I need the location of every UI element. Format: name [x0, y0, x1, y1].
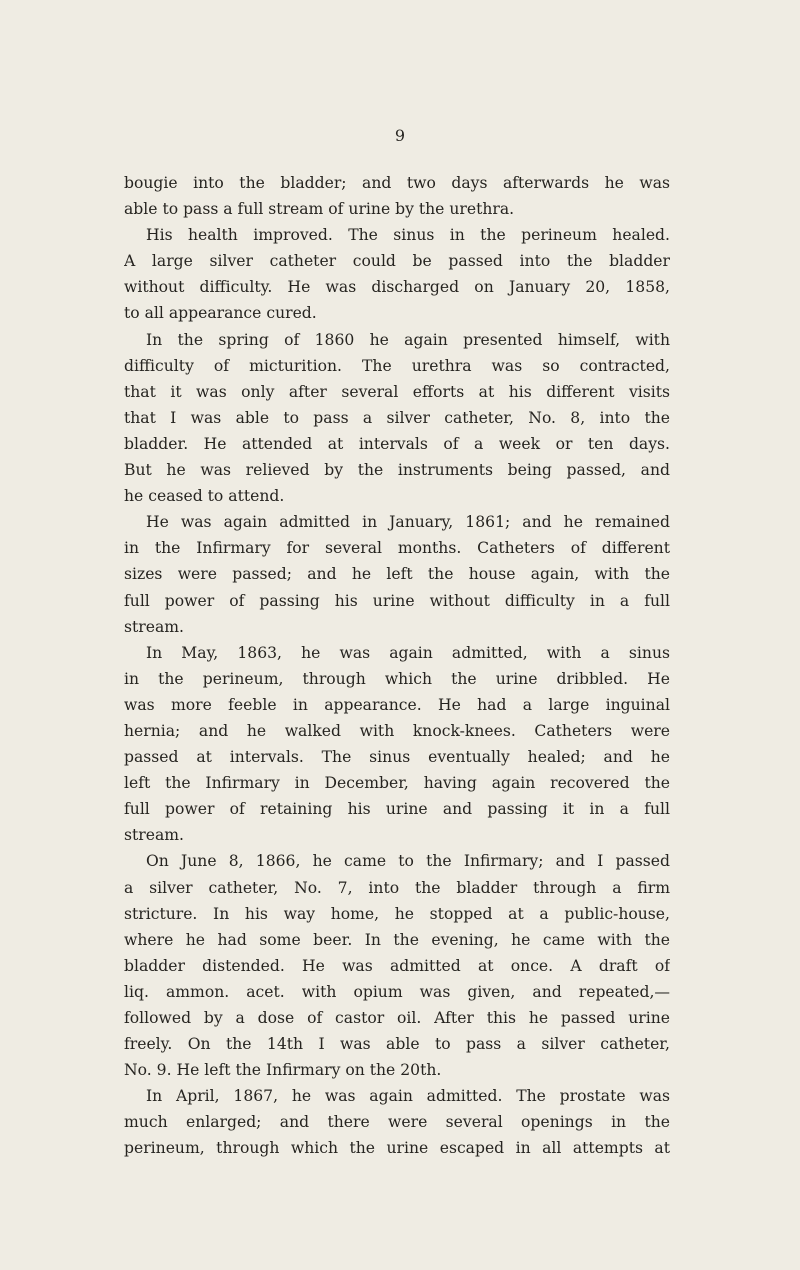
text-line: in the Infirmary for several months. Catheters of different — [124, 539, 670, 558]
text-line: hernia; and he walked with knock-knees. Catheters were — [124, 721, 670, 740]
text-line: that it was only after several efforts at his different visits — [124, 382, 670, 401]
text-line: that I was able to pass a silver catheter, No. 8, into the — [124, 408, 670, 427]
text-line: perineum, through which the urine escaped in all attempts at — [124, 1139, 670, 1158]
text-line: In April, 1867, he was again admitted. The prostate was — [146, 1087, 670, 1106]
text-line: to all appearance cured. — [124, 304, 317, 323]
text-line: On June 8, 1866, he came to the Infirmary; and I passed — [146, 852, 670, 871]
body-text — [124, 170, 670, 1162]
text-line: freely. On the 14th I was able to pass a silver catheter, — [124, 1035, 670, 1054]
text-line: stream. — [124, 826, 184, 845]
text-line: bladder distended. He was admitted at once. A draft of — [124, 956, 670, 975]
text-line: full power of retaining his urine and passing it in a full — [124, 800, 670, 819]
text-line: able to pass a full stream of urine by the urethra. — [124, 200, 515, 219]
text-line: passed at intervals. The sinus eventually healed; and he — [124, 748, 670, 767]
text-line: left the Infirmary in December, having again recovered the — [124, 774, 670, 793]
text-line: in the perineum, through which the urine dribbled. He — [124, 669, 670, 688]
text-line: followed by a dose of castor oil. After this he passed urine — [124, 1009, 670, 1027]
text-line: But he was relieved by the instruments being passed, and — [124, 461, 670, 480]
text-line: He was again admitted in January, 1861; and he remained — [146, 513, 670, 532]
text-line: he ceased to attend. — [124, 487, 285, 506]
text-line: In May, 1863, he was again admitted, with a sinus — [146, 643, 670, 662]
text-line: A large silver catheter could be passed into the bladder — [124, 252, 670, 271]
text-line: No. 9. He left the Infirmary on the 20th. — [124, 1061, 442, 1080]
text-line: bladder. He attended at intervals of a week or ten days. — [124, 434, 670, 453]
text-line: In the spring of 1860 he again presented himself, with — [146, 330, 670, 349]
text-line: without difficulty. He was discharged on January 20, 1858, — [124, 278, 670, 297]
text-line: stricture. In his way home, he stopped at a public-house, — [124, 904, 670, 923]
text-line: His health improved. The sinus in the perineum healed. — [146, 226, 670, 245]
page-number: 9 — [394, 126, 406, 145]
text-line: stream. — [124, 617, 184, 636]
text-line: sizes were passed; and he left the house again, with the — [124, 565, 670, 584]
text-line: where he had some beer. In the evening, he came with the — [124, 930, 670, 949]
text-line: full power of passing his urine without difficulty in a full — [124, 591, 670, 610]
text-line: much enlarged; and there were several openings in the — [124, 1113, 670, 1132]
text-line: was more feeble in appearance. He had a large inguinal — [124, 695, 670, 714]
text-line: liq. ammon. acet. with opium was given, and repeated,— — [124, 982, 670, 1001]
text-line: bougie into the bladder; and two days afterwards he was — [124, 174, 670, 192]
text-line: a silver catheter, No. 7, into the bladder through a firm — [124, 878, 670, 897]
text-line: difficulty of micturition. The urethra was so contracted, — [124, 356, 670, 375]
